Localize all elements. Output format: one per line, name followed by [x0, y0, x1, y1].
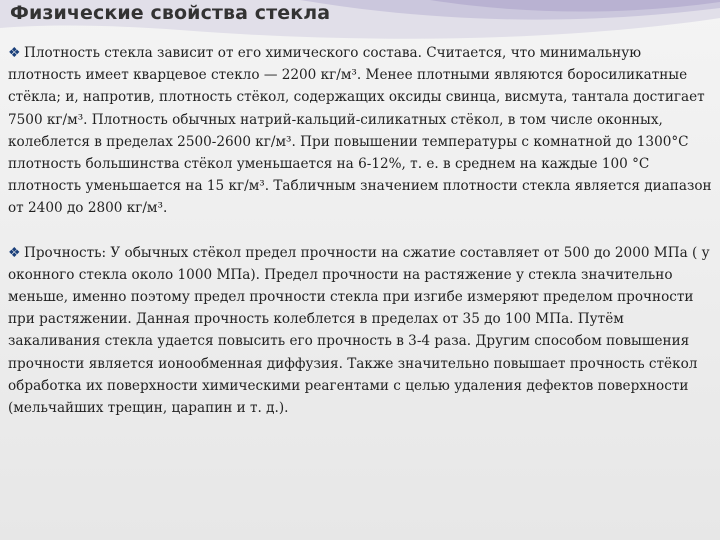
paragraph-strength	[8, 242, 714, 420]
slide-title: Физические свойства стекла	[10, 2, 331, 24]
paragraph-strength-text: Прочность: У обычных стёкол предел прочности на сжатие составляет от 500 до 2000 МПа ( у оконного стекла около 1000 МПа). Предел прочности на растяжение у стекла значительно меньше, именно поэтому предел прочности стекла при изгибе измеряют пределом прочности при растяжении. Данная прочность колеблется в пределах от 35 до 100 МПа. Путём закаливания стекла удается повысить его прочность в 3-4 раза. Другим способом повышения прочности является ионообменная диффузия. Также значительно повышает прочность стёкол обработка их поверхности химическими реагентами с целью удаления дефектов поверхности (мельчайших трещин, царапин и т. д.).	[8, 244, 710, 417]
paragraph-density	[8, 42, 714, 220]
diamond-bullet-icon: ❖	[8, 244, 21, 261]
paragraph-density-text: Плотность стекла зависит от его химического состава. Считается, что минимальную плотность имеет кварцевое стекло — 2200 кг/м³. Менее плотными являются боросиликатные стёкла; и, напротив, плотность стёкол, содержащих оксиды свинца, висмута, тантала достигает 7500 кг/м³. Плотность обычных натрий-кальций-силикатных стёкол, в том числе оконных, колеблется в пределах 2500-2600 кг/м³. При повышении температуры с комнатной до 1300°С плотность большинства стёкол уменьшается на 6-12%, т. е. в среднем на каждые 100 °С плотность уменьшается на 15 кг/м³. Табличным значением плотности стекла является диапазон от 2400 до 2800 кг/м³.	[8, 45, 712, 217]
diamond-bullet-icon: ❖	[8, 45, 21, 61]
slide-content	[8, 42, 714, 441]
